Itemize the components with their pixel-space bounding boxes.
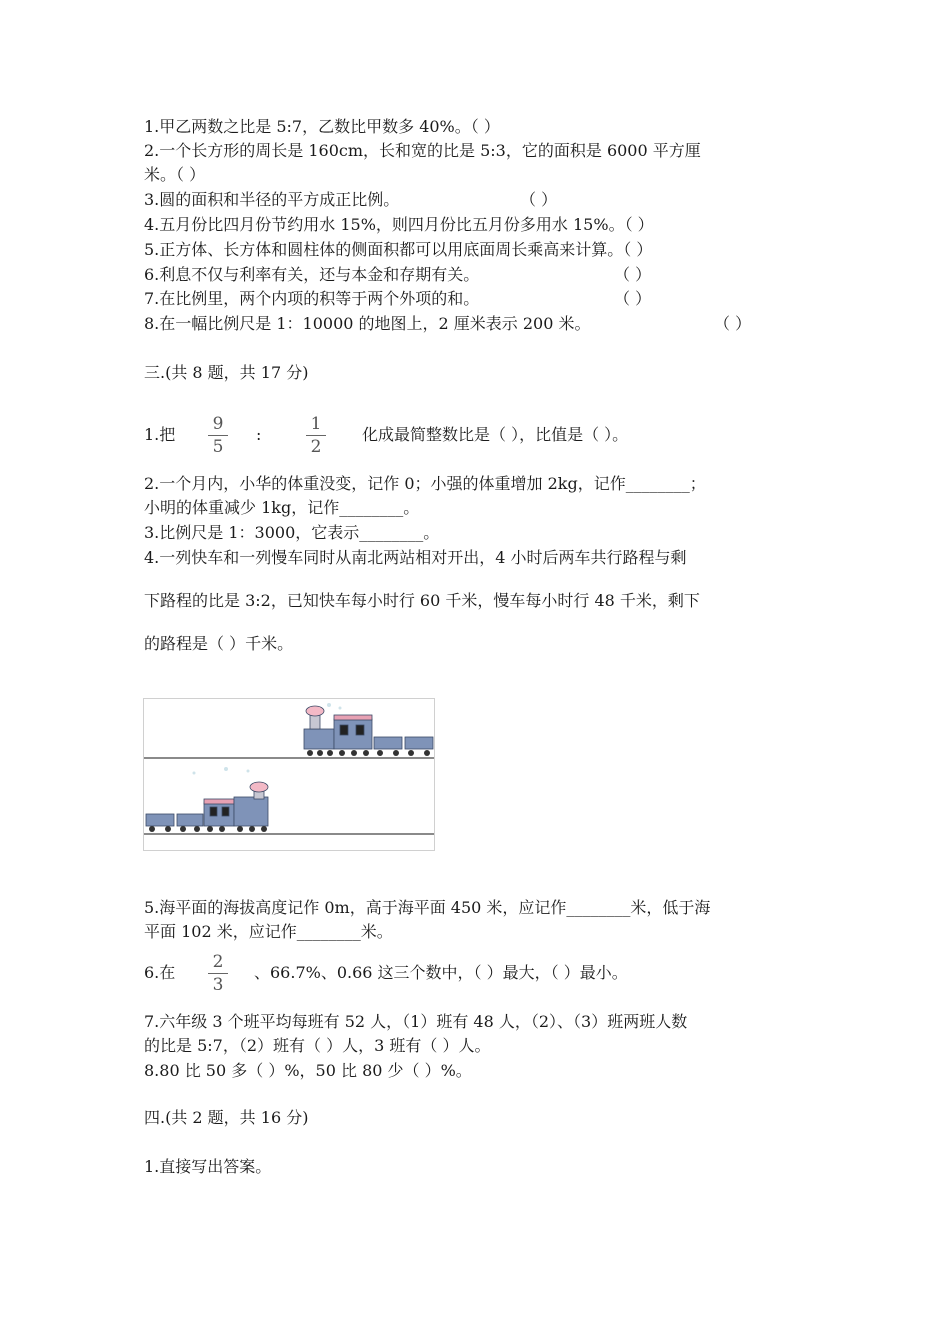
fill-question-2-line1: 2.一个月内，小华的体重没变，记作 0；小强的体重增加 2kg，记作________； bbox=[144, 474, 706, 493]
fill-question-1-prefix: 1.把 bbox=[144, 425, 176, 444]
fraction-denominator: 2 bbox=[310, 437, 322, 457]
fill-question-7-line1: 7.六年级 3 个班平均每班有 52 人，（1）班有 48 人，（2）、（3）班两班人数 bbox=[144, 1012, 688, 1031]
trains-drawing bbox=[144, 699, 434, 850]
trains-illustration bbox=[143, 698, 435, 851]
ratio-colon: : bbox=[256, 425, 262, 444]
tf-question-3: 3.圆的面积和半径的平方成正比例。 bbox=[144, 190, 400, 209]
section-4-header: 四.(共 2 题，共 16 分) bbox=[144, 1108, 309, 1127]
fraction-denominator: 5 bbox=[212, 437, 224, 457]
tf-question-1: 1.甲乙两数之比是 5:7，乙数比甲数多 40%。（ ） bbox=[144, 117, 500, 136]
tf-question-2-line2: 米。（ ） bbox=[144, 165, 206, 184]
tf-question-7: 7.在比例里，两个内项的积等于两个外项的和。 bbox=[144, 289, 480, 308]
fill-question-4-line2: 下路程的比是 3:2，已知快车每小时行 60 千米，慢车每小时行 48 千米，剩下 bbox=[144, 591, 700, 610]
tf-question-5: 5.正方体、长方体和圆柱体的侧面积都可以用底面周长乘高来计算。（ ） bbox=[144, 240, 653, 259]
fraction-numerator: 1 bbox=[310, 414, 322, 434]
fraction-numerator: 9 bbox=[212, 414, 224, 434]
fill-question-6-suffix: 、66.7%、0.66 这三个数中，（ ）最大，（ ）最小。 bbox=[254, 963, 628, 982]
fast-train bbox=[304, 706, 433, 749]
tf-question-4: 4.五月份比四月份节约用水 15%，则四月份比五月份多用水 15%。（ ） bbox=[144, 215, 654, 234]
tf-question-3-blank: （ ） bbox=[520, 190, 558, 209]
fraction-9-5 bbox=[208, 414, 228, 457]
calc-question-1: 1.直接写出答案。 bbox=[144, 1157, 272, 1176]
tf-question-6-blank: （ ） bbox=[614, 265, 652, 284]
tf-question-7-blank: （ ） bbox=[614, 289, 652, 308]
fill-question-5-line1: 5.海平面的海拔高度记作 0m，高于海平面 450 米，应记作________米，低于海 bbox=[144, 898, 711, 917]
tf-question-6: 6.利息不仅与利率有关，还与本金和存期有关。 bbox=[144, 265, 480, 284]
fraction-bar bbox=[208, 435, 228, 436]
fill-question-1-suffix: 化成最简整数比是（ ），比值是（ ）。 bbox=[362, 425, 629, 444]
fraction-bar bbox=[306, 435, 326, 436]
fill-question-8: 8.80 比 50 多（ ）%，50 比 80 少（ ）%。 bbox=[144, 1061, 472, 1080]
fill-question-5-line2: 平面 102 米，应记作________米。 bbox=[144, 922, 393, 941]
fill-question-2-line2: 小明的体重减少 1kg，记作________。 bbox=[144, 498, 420, 517]
fraction-bar bbox=[208, 973, 228, 974]
fill-question-6-prefix: 6.在 bbox=[144, 963, 176, 982]
tf-question-8-blank: （ ） bbox=[714, 314, 752, 333]
slow-train bbox=[146, 782, 268, 826]
fraction-1-2 bbox=[306, 414, 326, 457]
section-3-header: 三.(共 8 题，共 17 分) bbox=[144, 363, 309, 382]
fraction-denominator: 3 bbox=[212, 975, 224, 995]
fill-question-3: 3.比例尺是 1：3000，它表示________。 bbox=[144, 523, 440, 542]
tf-question-2-line1: 2.一个长方形的周长是 160cm，长和宽的比是 5:3，它的面积是 6000 平方厘 bbox=[144, 141, 701, 160]
fraction-2-3 bbox=[208, 952, 228, 995]
tf-question-8: 8.在一幅比例尺是 1：10000 的地图上，2 厘米表示 200 米。 bbox=[144, 314, 591, 333]
fill-question-4-line1: 4.一列快车和一列慢车同时从南北两站相对开出，4 小时后两车共行路程与剩 bbox=[144, 548, 687, 567]
fraction-numerator: 2 bbox=[212, 952, 224, 972]
fill-question-4-line3: 的路程是（ ）千米。 bbox=[144, 634, 294, 653]
fill-question-7-line2: 的比是 5:7，（2）班有（ ）人，3 班有（ ）人。 bbox=[144, 1036, 491, 1055]
